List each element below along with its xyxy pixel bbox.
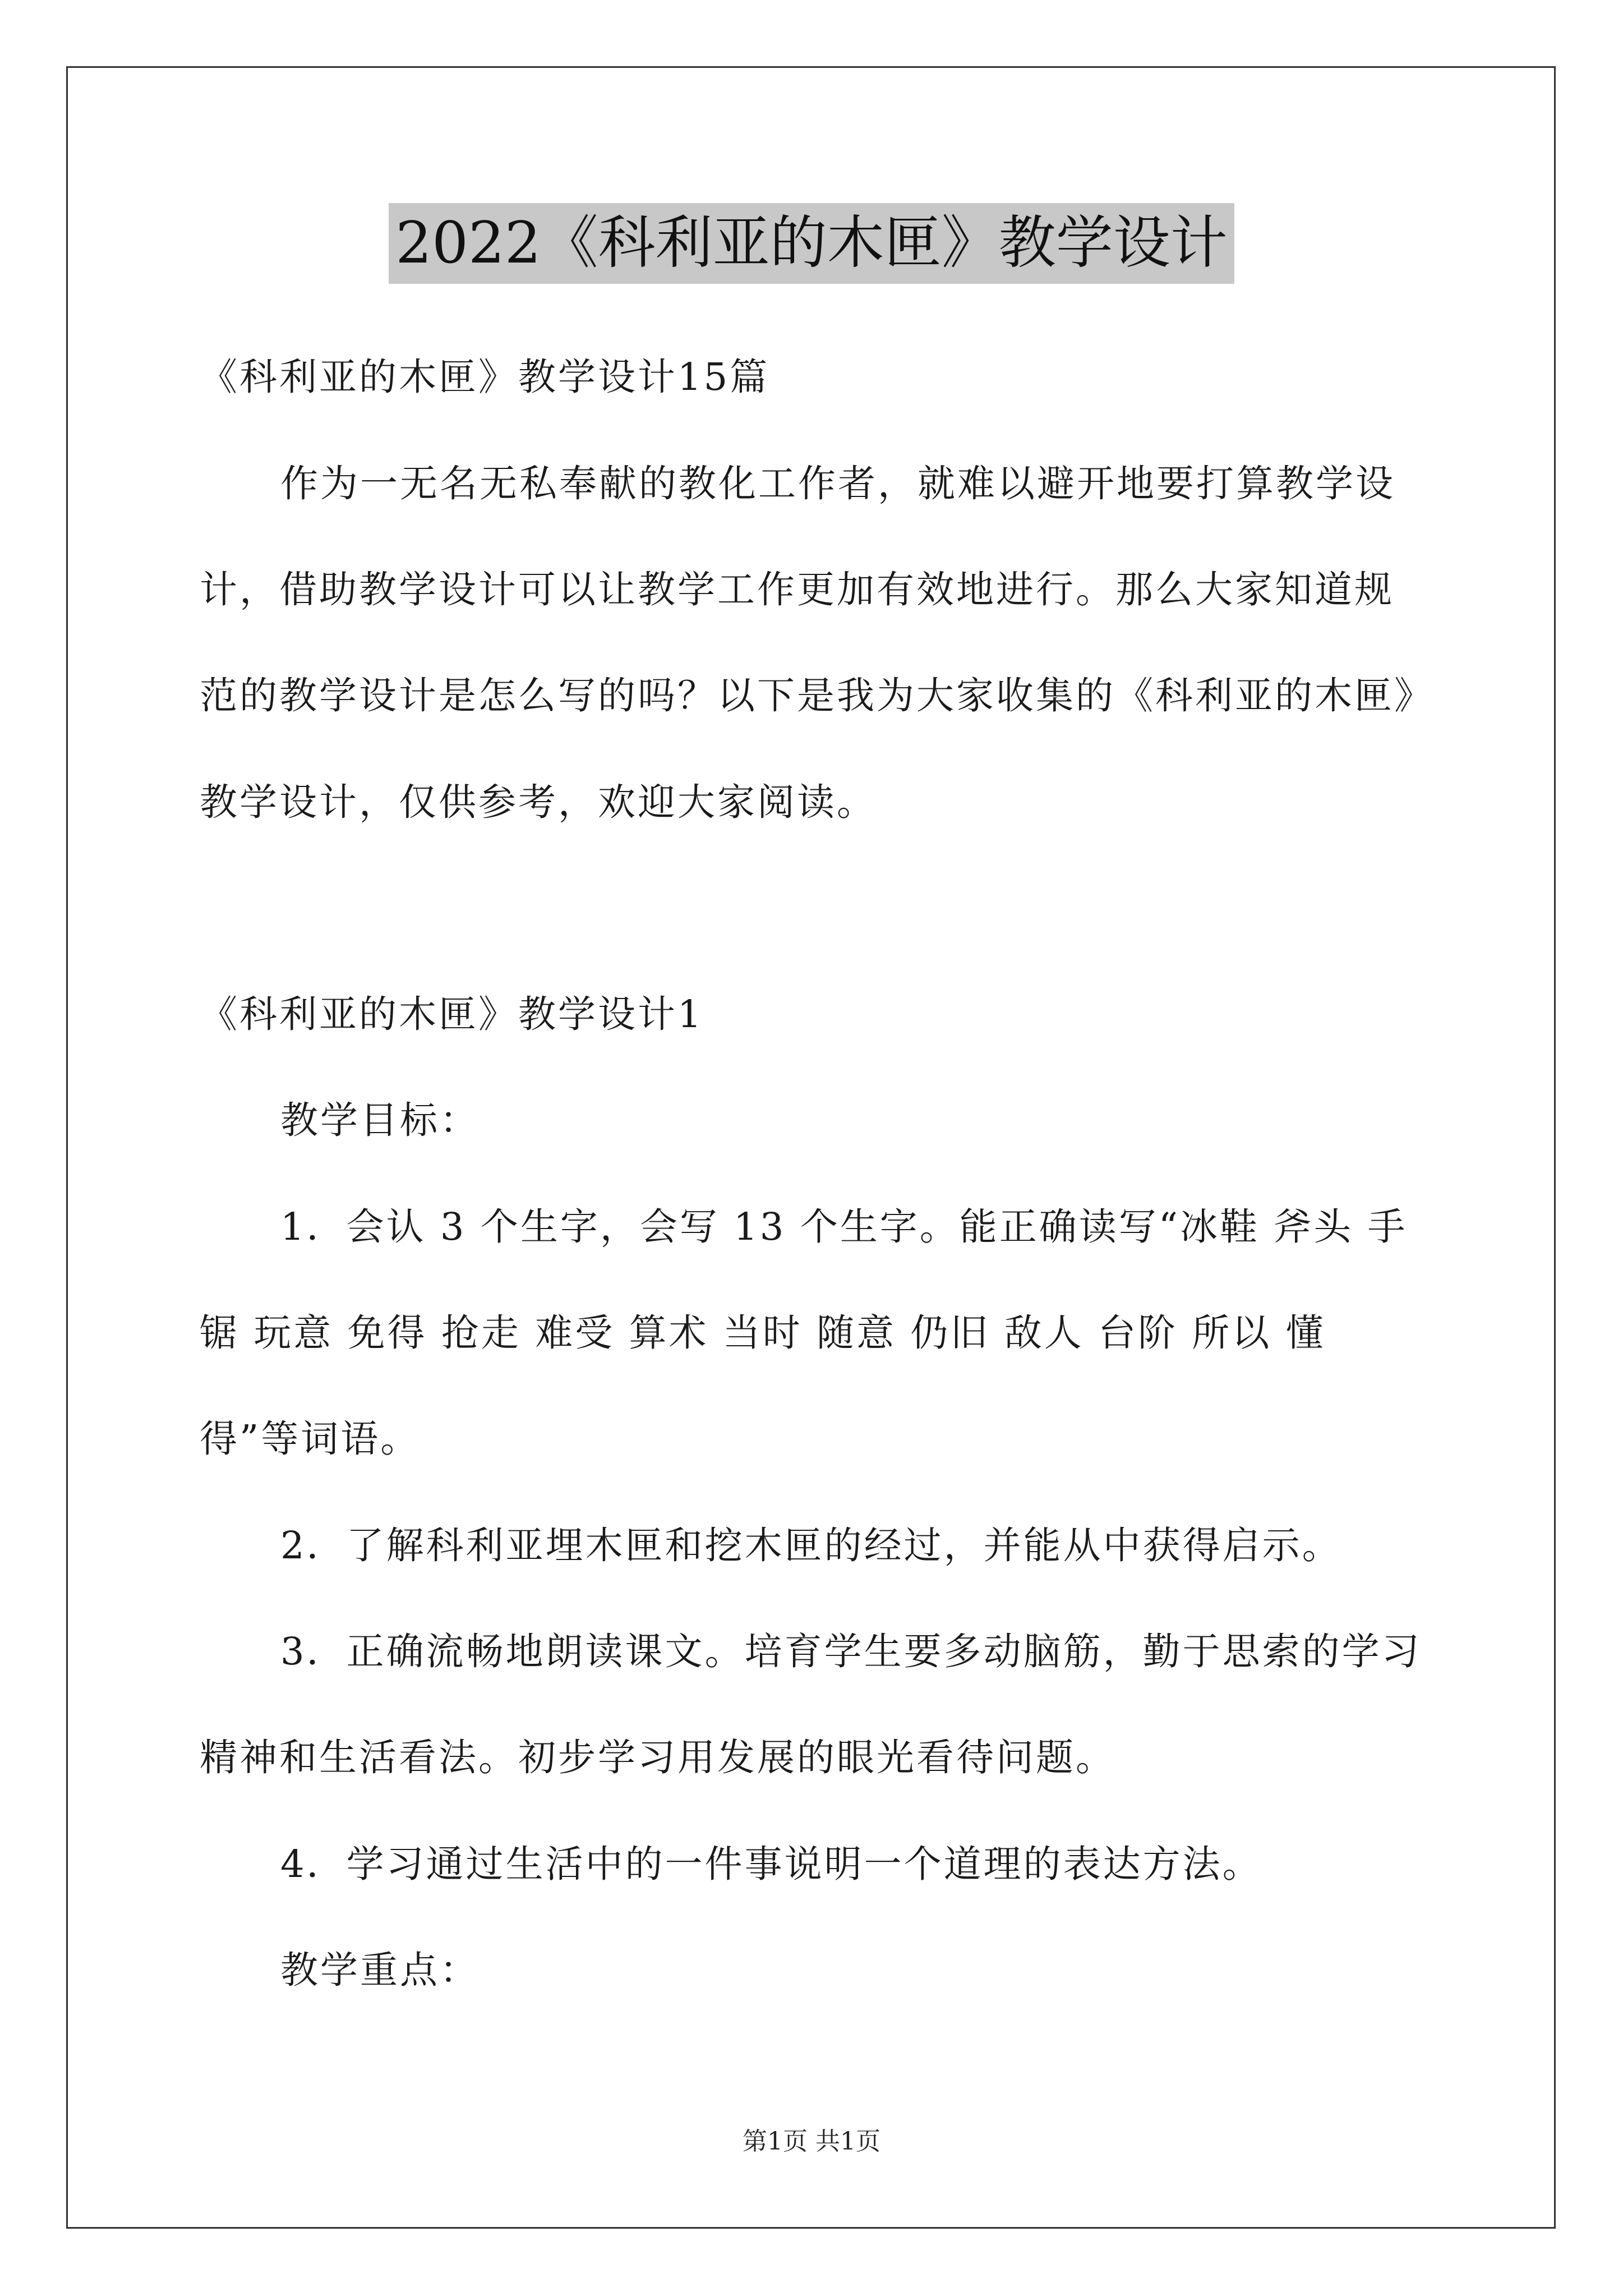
goal-3-line-2: 精神和生活看法。初步学习用发展的眼光看待问题。 <box>200 1736 1115 1779</box>
goal-3-line-1: 3．正确流畅地朗读课文。培育学生要多动脑筋，勤于思索的学习 <box>280 1630 1422 1673</box>
document-subtitle: 《科利亚的木匣》教学设计15篇 <box>200 355 770 399</box>
goals-label: 教学目标： <box>280 1098 479 1142</box>
goal-2: 2．了解科利亚埋木匣和挖木匣的经过，并能从中获得启示。 <box>280 1524 1342 1567</box>
section-heading: 《科利亚的木匣》教学设计1 <box>200 992 704 1036</box>
goal-1-line-3: 得”等词语。 <box>200 1417 421 1461</box>
goal-1-line-2: 锯 玩意 免得 抢走 难受 算术 当时 随意 仍旧 敌人 台阶 所以 懂 <box>200 1311 1326 1355</box>
focus-label: 教学重点： <box>280 1948 479 1992</box>
goal-1-line-1: 1．会认 3 个生字，会写 13 个生字。能正确读写“冰鞋 斧头 手 <box>280 1205 1408 1249</box>
intro-line-4: 教学设计，仅供参考，欢迎大家阅读。 <box>200 780 877 824</box>
intro-line-3: 范的教学设计是怎么写的吗？以下是我为大家收集的《科利亚的木匣》 <box>200 674 1434 717</box>
page-footer: 第1页 共1页 <box>743 2127 880 2156</box>
document-title: 2022《科利亚的木匣》教学设计 <box>389 203 1234 284</box>
intro-line-1: 作为一无名无私奉献的教化工作者，就难以避开地要打算教学设 <box>280 462 1395 505</box>
title-wrap <box>0 203 1623 284</box>
goal-4: 4．学习通过生活中的一件事说明一个道理的表达方法。 <box>280 1842 1262 1886</box>
intro-line-2: 计，借助教学设计可以让教学工作更加有效地进行。那么大家知道规 <box>200 568 1394 611</box>
